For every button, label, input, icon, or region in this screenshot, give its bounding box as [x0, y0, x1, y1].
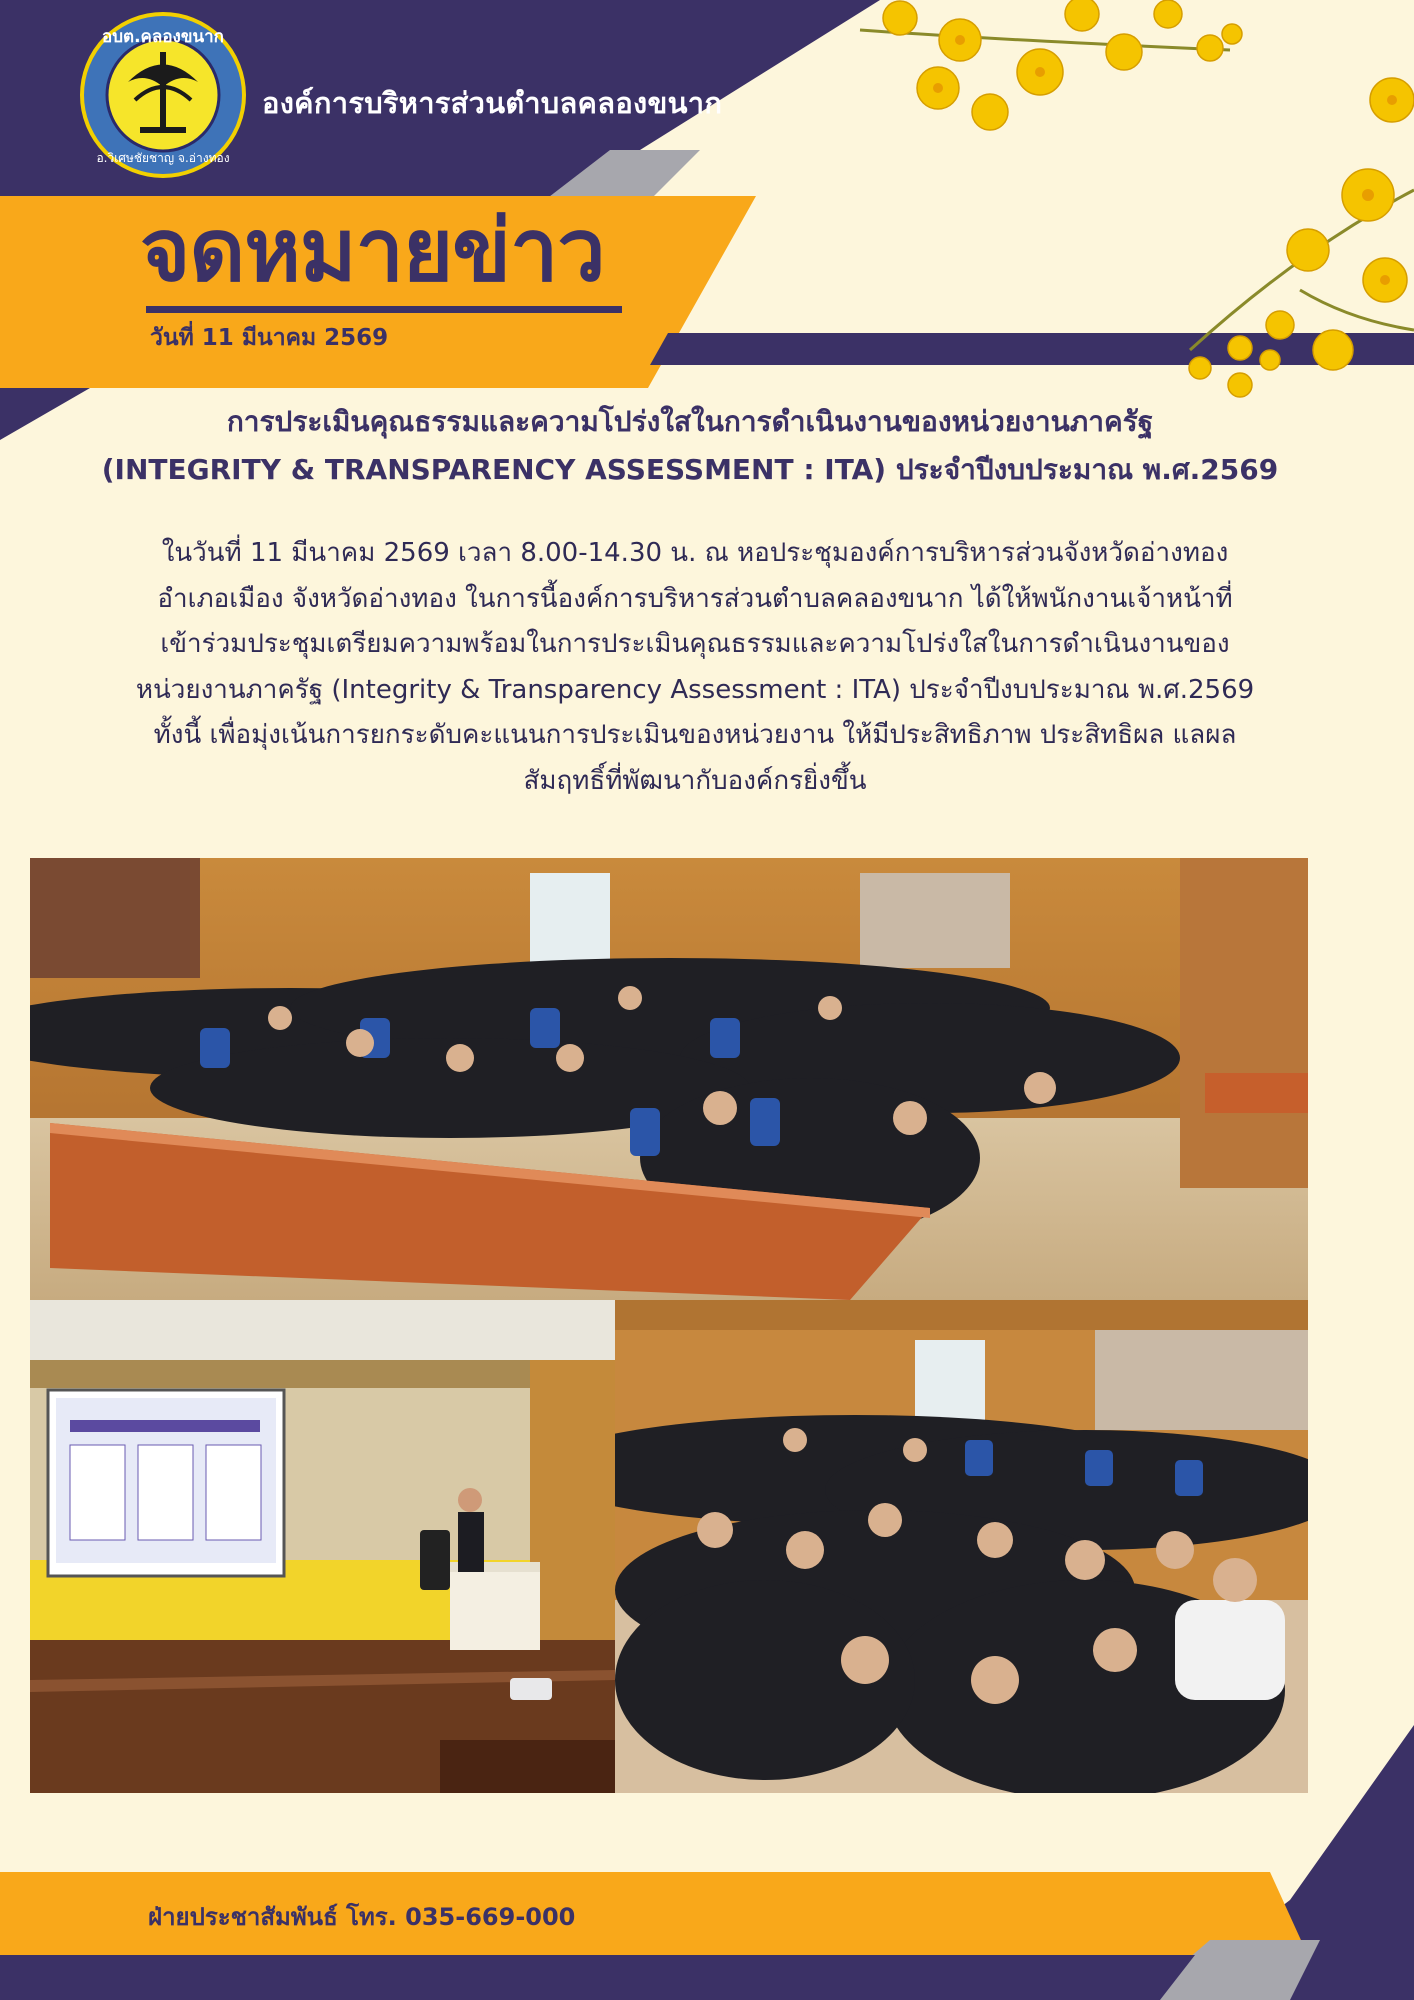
organization-name: องค์การบริหารส่วนตำบลคลองขนาก	[262, 86, 723, 120]
article-body	[30, 531, 1360, 804]
meeting-hall-photo	[30, 858, 1308, 1300]
headline-line-2: (INTEGRITY & TRANSPARENCY ASSESSMENT : ITA) ประจำปีงบประมาณ พ.ศ.2569	[101, 453, 1279, 486]
title-underline	[146, 306, 622, 313]
svg-text:อ.วิเศษชัยชาญ จ.อ่างทอง: อ.วิเศษชัยชาญ จ.อ่างทอง	[96, 151, 230, 165]
presentation-stage-photo	[30, 1300, 615, 1793]
article-headline	[30, 398, 1350, 494]
body-line: ในวันที่ 11 มีนาคม 2569 เวลา 8.00-14.30 น. ณ หอประชุมองค์การบริหารส่วนจังหวัดอ่างทอง	[161, 538, 1229, 568]
body-line: อำเภอเมือง จังหวัดอ่างทอง ในการนี้องค์การบริหารส่วนตำบลคลองขนาก ได้ให้พนักงานเจ้าหน้าที่	[157, 583, 1233, 614]
seated-participants-photo	[615, 1300, 1308, 1793]
pr-contact: ฝ่ายประชาสัมพันธ์ โทร. 035-669-000	[148, 1903, 576, 1931]
body-line: สัมฤทธิ์ที่พัฒนากับองค์กรยิ่งขึ้น	[523, 765, 867, 796]
body-line: หน่วยงานภาครัฐ (Integrity & Transparency Assessment : ITA) ประจำปีงบประมาณ พ.ศ.2569	[135, 674, 1255, 705]
newsletter-date: วันที่ 11 มีนาคม 2569	[150, 325, 389, 351]
svg-text:อบต.คลองขนาก: อบต.คลองขนาก	[102, 27, 224, 47]
body-line: เข้าร่วมประชุมเตรียมความพร้อมในการประเมินคุณธรรมและความโปร่งใสในการดำเนินงานของ	[160, 629, 1230, 659]
headline-line-1: การประเมินคุณธรรมและความโปร่งใสในการดำเนินงานของหน่วยงานภาครัฐ	[226, 405, 1154, 438]
org-seal-logo	[80, 12, 246, 178]
newsletter-title: จดหมายข่าว	[140, 201, 605, 301]
body-line: ทั้งนี้ เพื่อมุ่งเน้นการยกระดับคะแนนการประเมินของหน่วยงาน ให้มีประสิทธิภาพ ประสิทธิผล แลผล	[153, 720, 1237, 750]
